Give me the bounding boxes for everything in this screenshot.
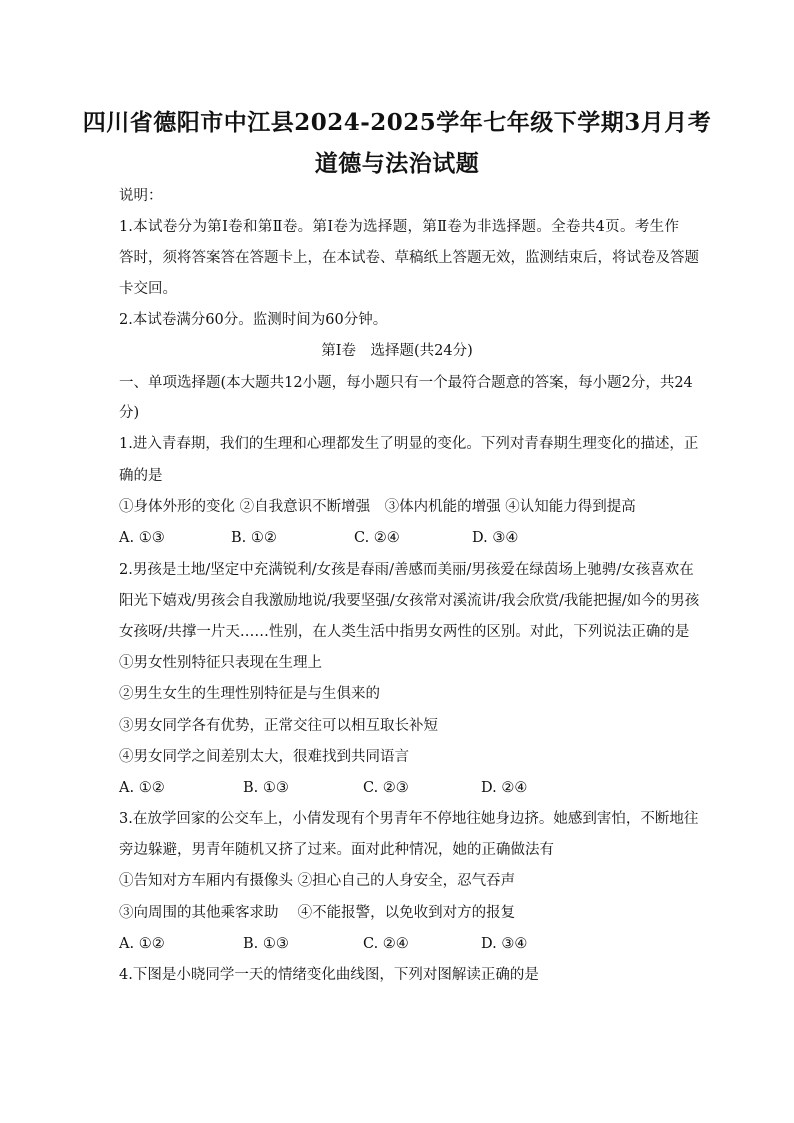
question-2-stem-line2: 阳光下嬉戏/男孩会自我激励地说/我要坚强/女孩常对溪流讲/我会欣赏/我能把握/如今的男孩 <box>119 593 700 609</box>
exam-title-line1: 四川省德阳市中江县2024-2025学年七年级下学期3月月考 <box>82 109 712 136</box>
instruction-1-line2: 答时，须将答案答在答题卡上，在本试卷、草稿纸上答题无效，监测结束后，将试卷及答题 <box>119 250 699 266</box>
question-1-stem-line1: 1.进入青春期，我们的生理和心理都发生了明显的变化。下列对青春期生理变化的描述，正 <box>119 436 699 452</box>
question-2-stem-line3: 女孩呀/共撑一片天……性别，在人类生活中指男女两性的区别。对此，下列说法正确的是 <box>119 624 690 640</box>
question-2-statement-4: ④男女同学之间差别太大，很难找到共同语言 <box>119 749 409 765</box>
question-2-statement-3: ③男女同学各有优势，正常交往可以相互取长补短 <box>119 718 438 734</box>
option-d[interactable]: D. ②④ <box>481 780 528 796</box>
question-4-stem: 4.下图是小晓同学一天的情绪变化曲线图，下列对图解读正确的是 <box>119 967 539 983</box>
option-b[interactable]: B. ①② <box>231 530 277 546</box>
question-3-statements-line1: ①告知对方车厢内有摄像头 ②担心自己的人身安全，忍气吞声 <box>119 873 516 889</box>
part-heading-line2: 分) <box>119 405 140 421</box>
question-3-stem-line2: 旁边躲避，男青年随机又挤了过来。面对此种情况，她的正确做法有 <box>119 842 554 858</box>
instruction-2: 2.本试卷满分60分。监测时间为60分钟。 <box>119 312 388 328</box>
option-c[interactable]: C. ②④ <box>363 936 409 952</box>
part-heading-line1: 一、单项选择题(本大题共12小题，每小题只有一个最符合题意的答案，每小题2分，共24 <box>119 375 693 391</box>
option-a[interactable]: A. ①② <box>119 936 165 952</box>
option-d[interactable]: D. ③④ <box>472 530 519 546</box>
question-1-statements: ①身体外形的变化 ②自我意识不断增强 ③体内机能的增强 ④认知能力得到提高 <box>119 499 636 515</box>
option-b[interactable]: B. ①③ <box>243 936 289 952</box>
option-a[interactable]: A. ①② <box>119 780 165 796</box>
exam-title-line2: 道德与法治试题 <box>314 150 480 177</box>
question-2-statement-1: ①男女性别特征只表现在生理上 <box>119 655 322 671</box>
instructions-heading: 说明： <box>119 188 163 204</box>
instruction-1-line1: 1.本试卷分为第Ⅰ卷和第Ⅱ卷。第Ⅰ卷为选择题，第Ⅱ卷为非选择题。全卷共4页。考生作 <box>119 219 679 235</box>
question-1-stem-line2: 确的是 <box>119 468 163 484</box>
option-c[interactable]: C. ②④ <box>354 530 400 546</box>
question-3-statements-line2: ③向周围的其他乘客求助 ④不能报警，以免收到对方的报复 <box>119 905 516 921</box>
question-3-stem-line1: 3.在放学回家的公交车上，小倩发现有个男青年不停地往她身边挤。她感到害怕，不断地往 <box>119 811 699 827</box>
option-d[interactable]: D. ③④ <box>481 936 528 952</box>
question-2-stem-line1: 2.男孩是土地/坚定中充满锐利/女孩是春雨/善感而美丽/男孩爱在绿茵场上驰骋/女孩喜欢在 <box>119 562 694 578</box>
section-title: 第Ⅰ卷 选择题(共24分) <box>321 343 473 359</box>
question-2-statement-2: ②男生女生的生理性别特征是与生俱来的 <box>119 686 380 702</box>
option-b[interactable]: B. ①③ <box>243 780 289 796</box>
instruction-1-line3: 卡交回。 <box>119 281 177 297</box>
option-c[interactable]: C. ②③ <box>363 780 409 796</box>
option-a[interactable]: A. ①③ <box>119 530 165 546</box>
